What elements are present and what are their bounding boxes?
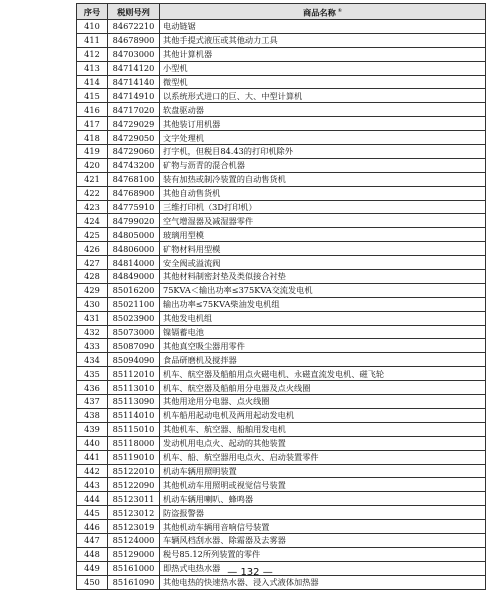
table-row <box>77 506 486 520</box>
row-name: 电动链锯 <box>160 20 486 34</box>
table-row <box>77 103 486 117</box>
table-row <box>77 339 486 353</box>
row-seq: 440 <box>77 436 108 450</box>
row-code: 84805000 <box>108 228 160 242</box>
row-seq: 433 <box>77 339 108 353</box>
row-name: 其他机动车用照明或视觉信号装置 <box>160 478 486 492</box>
row-code: 85016200 <box>108 283 160 297</box>
row-seq: 416 <box>77 103 108 117</box>
row-code: 84729050 <box>108 131 160 145</box>
row-seq: 445 <box>77 506 108 520</box>
row-name: 税号85.12所列装置的零件 <box>160 547 486 561</box>
row-name: 微型机 <box>160 75 486 89</box>
row-seq: 418 <box>77 131 108 145</box>
table-header <box>77 4 486 20</box>
row-name: 食品研磨机及搅拌器 <box>160 353 486 367</box>
row-seq: 410 <box>77 20 108 34</box>
row-seq: 437 <box>77 395 108 409</box>
row-seq: 419 <box>77 145 108 159</box>
row-name: 以系统形式进口的巨、大、中型计算机 <box>160 89 486 103</box>
row-seq: 414 <box>77 75 108 89</box>
row-name: 机车、航空器及船舶用分电器及点火线圈 <box>160 381 486 395</box>
table-row <box>77 33 486 47</box>
row-code: 85161000 <box>108 561 160 575</box>
row-seq: 450 <box>77 575 108 589</box>
row-name: 矿物材料用型模 <box>160 242 486 256</box>
row-code: 85112010 <box>108 367 160 381</box>
row-seq: 426 <box>77 242 108 256</box>
table-row <box>77 408 486 422</box>
row-code: 84717020 <box>108 103 160 117</box>
table-row <box>77 228 486 242</box>
row-seq: 423 <box>77 200 108 214</box>
row-seq: 431 <box>77 311 108 325</box>
row-code: 84729029 <box>108 117 160 131</box>
table-row <box>77 20 486 34</box>
row-code: 85123012 <box>108 506 160 520</box>
row-name: 机动车辆用喇叭、蜂鸣器 <box>160 492 486 506</box>
row-name: 机车、航空器及船舶用点火磁电机、永磁直流发电机、磁飞轮 <box>160 367 486 381</box>
row-name: 打字机，但税目84.43的打印机除外 <box>160 145 486 159</box>
table-row <box>77 533 486 547</box>
table-row <box>77 158 486 172</box>
row-name: 即热式电热水器 <box>160 561 486 575</box>
row-seq: 427 <box>77 256 108 270</box>
row-seq: 434 <box>77 353 108 367</box>
row-code: 84743200 <box>108 158 160 172</box>
table-row <box>77 520 486 534</box>
row-code: 85113010 <box>108 381 160 395</box>
table-row <box>77 200 486 214</box>
row-code: 85129000 <box>108 547 160 561</box>
row-code: 85123019 <box>108 520 160 534</box>
row-code: 84799020 <box>108 214 160 228</box>
row-name: 其他手提式液压或其他动力工具 <box>160 33 486 47</box>
row-name: 软盘驱动器 <box>160 103 486 117</box>
row-seq: 415 <box>77 89 108 103</box>
table-row <box>77 547 486 561</box>
row-seq: 436 <box>77 381 108 395</box>
row-name: 空气增湿器及减湿器零件 <box>160 214 486 228</box>
row-name: 其他机车、航空器、船舶用发电机 <box>160 422 486 436</box>
table-row <box>77 117 486 131</box>
row-code: 85114010 <box>108 408 160 422</box>
table-body <box>77 20 486 590</box>
row-code: 85124000 <box>108 533 160 547</box>
row-seq: 432 <box>77 325 108 339</box>
row-name: 其他真空吸尘器用零件 <box>160 339 486 353</box>
row-seq: 422 <box>77 186 108 200</box>
tariff-table <box>76 3 486 590</box>
table-row <box>77 492 486 506</box>
table-row <box>77 464 486 478</box>
row-code: 85094090 <box>108 353 160 367</box>
row-name: 镍镉蓄电池 <box>160 325 486 339</box>
row-name: 机动车辆用照明装置 <box>160 464 486 478</box>
row-code: 84806000 <box>108 242 160 256</box>
row-name: 发动机用电点火、起动的其他装置 <box>160 436 486 450</box>
row-code: 84814000 <box>108 256 160 270</box>
row-name: 机车、船、航空器用电点火、启动装置零件 <box>160 450 486 464</box>
row-seq: 439 <box>77 422 108 436</box>
row-code: 85161090 <box>108 575 160 589</box>
row-seq: 441 <box>77 450 108 464</box>
table-row <box>77 436 486 450</box>
table-row <box>77 47 486 61</box>
row-name: 其他装订用机器 <box>160 117 486 131</box>
table-row <box>77 89 486 103</box>
row-code: 85122090 <box>108 478 160 492</box>
header-seq: 序号 <box>77 4 108 20</box>
table-row <box>77 145 486 159</box>
row-seq: 447 <box>77 533 108 547</box>
table-row <box>77 61 486 75</box>
row-name: 矿物与沥青的混合机器 <box>160 158 486 172</box>
row-name: 其他机动车辆用音响信号装置 <box>160 520 486 534</box>
row-name: 安全阀或溢流阀 <box>160 256 486 270</box>
table-row <box>77 270 486 284</box>
table-row <box>77 325 486 339</box>
row-code: 85122010 <box>108 464 160 478</box>
row-name: 文字处理机 <box>160 131 486 145</box>
row-code: 85087090 <box>108 339 160 353</box>
row-seq: 435 <box>77 367 108 381</box>
row-seq: 417 <box>77 117 108 131</box>
header-code: 税则号列 <box>108 4 160 20</box>
page-number: — 132 — <box>227 567 273 578</box>
row-name: 其他发电机组 <box>160 311 486 325</box>
table-row <box>77 297 486 311</box>
row-name: 小型机 <box>160 61 486 75</box>
row-seq: 429 <box>77 283 108 297</box>
row-code: 85113090 <box>108 395 160 409</box>
row-seq: 446 <box>77 520 108 534</box>
row-name: 其他材料制密封垫及类似接合衬垫 <box>160 270 486 284</box>
row-code: 84849000 <box>108 270 160 284</box>
row-name: 装有加热或制冷装置的自动售货机 <box>160 172 486 186</box>
row-seq: 424 <box>77 214 108 228</box>
row-seq: 438 <box>77 408 108 422</box>
table-row <box>77 311 486 325</box>
row-seq: 443 <box>77 478 108 492</box>
row-seq: 420 <box>77 158 108 172</box>
table-row <box>77 186 486 200</box>
row-seq: 449 <box>77 561 108 575</box>
row-seq: 425 <box>77 228 108 242</box>
row-name: 车辆风档刮水器、除霜器及去雾器 <box>160 533 486 547</box>
row-code: 85119010 <box>108 450 160 464</box>
row-name: 机车船用起动电机及两用起动发电机 <box>160 408 486 422</box>
row-code: 85123011 <box>108 492 160 506</box>
row-code: 84714910 <box>108 89 160 103</box>
row-name: 其他自动售货机 <box>160 186 486 200</box>
row-seq: 430 <box>77 297 108 311</box>
table-row <box>77 450 486 464</box>
row-seq: 413 <box>77 61 108 75</box>
row-name: 其他用途用分电器、点火线圈 <box>160 395 486 409</box>
header-row <box>77 4 486 20</box>
row-seq: 412 <box>77 47 108 61</box>
row-code: 84678900 <box>108 33 160 47</box>
footnote-mark: ① <box>337 7 342 14</box>
row-name: 防盗报警器 <box>160 506 486 520</box>
row-name: 三维打印机（3D打印机） <box>160 200 486 214</box>
row-code: 84729060 <box>108 145 160 159</box>
row-code: 84714140 <box>108 75 160 89</box>
row-code: 85115010 <box>108 422 160 436</box>
table-row <box>77 256 486 270</box>
table-row <box>77 395 486 409</box>
table-row <box>77 242 486 256</box>
row-name: 输出功率≤75KVA柴油发电机组 <box>160 297 486 311</box>
row-seq: 442 <box>77 464 108 478</box>
table-row <box>77 353 486 367</box>
row-code: 84775910 <box>108 200 160 214</box>
row-code: 85021100 <box>108 297 160 311</box>
table-row <box>77 283 486 297</box>
table-row <box>77 131 486 145</box>
row-name: 其他计算机器 <box>160 47 486 61</box>
row-code: 84714120 <box>108 61 160 75</box>
table-row <box>77 381 486 395</box>
row-code: 85073000 <box>108 325 160 339</box>
table-row <box>77 478 486 492</box>
row-code: 84768900 <box>108 186 160 200</box>
row-seq: 444 <box>77 492 108 506</box>
row-code: 85118000 <box>108 436 160 450</box>
header-name <box>160 4 486 20</box>
row-seq: 411 <box>77 33 108 47</box>
table-row <box>77 214 486 228</box>
row-seq: 448 <box>77 547 108 561</box>
row-code: 84703000 <box>108 47 160 61</box>
row-name: 75KVA＜输出功率≤375KVA交流发电机 <box>160 283 486 297</box>
row-seq: 421 <box>77 172 108 186</box>
row-name: 其他电热的快速热水器、浸入式液体加热器 <box>160 575 486 589</box>
row-code: 84672210 <box>108 20 160 34</box>
table-row <box>77 367 486 381</box>
row-code: 84768100 <box>108 172 160 186</box>
table-row <box>77 422 486 436</box>
table-row <box>77 172 486 186</box>
row-name: 玻璃用型模 <box>160 228 486 242</box>
table-row <box>77 75 486 89</box>
header-name-label: 商品名称 <box>303 7 336 18</box>
row-code: 85023900 <box>108 311 160 325</box>
row-seq: 428 <box>77 270 108 284</box>
